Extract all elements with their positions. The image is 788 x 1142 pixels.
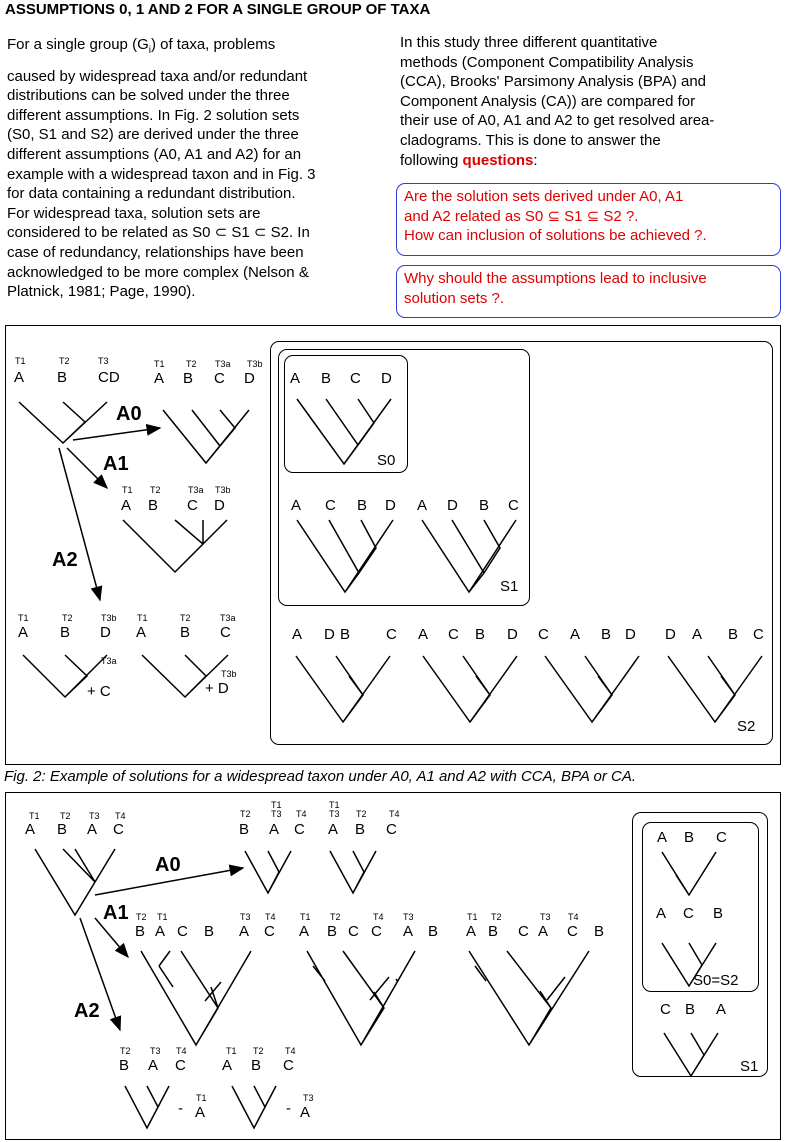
area-term-label: T1	[15, 356, 26, 366]
taxon-label: C	[294, 821, 305, 838]
intro-line: different assumptions. In Fig. 2 solution sets	[7, 106, 300, 124]
area-term-label: T4	[389, 809, 400, 819]
taxon-label: A	[136, 624, 147, 641]
area-term-label: T1	[329, 800, 340, 810]
intro-line: case of redundancy, relationships have been	[7, 243, 304, 261]
taxon-label: C	[538, 626, 549, 643]
area-term-label: T4	[568, 912, 579, 922]
removed-sign: -	[178, 1100, 183, 1117]
taxon-label: D	[214, 497, 225, 514]
question-line: solution sets ?.	[404, 289, 505, 307]
arrow-a1	[67, 448, 107, 488]
taxon-label: B	[357, 497, 368, 514]
taxon-label: B	[251, 1057, 262, 1074]
area-term-label: T1	[271, 800, 282, 810]
taxon-label: CD	[98, 369, 120, 386]
taxon-label: B	[488, 923, 499, 940]
taxon-label: C	[350, 370, 361, 387]
area-term-label: T1	[157, 912, 168, 922]
taxon-label: A	[538, 923, 549, 940]
area-term-label: T4	[285, 1046, 296, 1056]
taxon-label: C	[187, 497, 198, 514]
intro-line: considered to be related as S0 ⊂ S1 ⊂ S2. In	[7, 224, 310, 242]
intro-line: for data containing a redundant distribution.	[7, 185, 296, 203]
taxon-label: A	[692, 626, 703, 643]
taxon-label: C	[386, 821, 397, 838]
area-term-label: T2	[150, 485, 161, 495]
intro-line: Platnick, 1981; Page, 1990).	[7, 283, 196, 301]
figure-2-caption: Fig. 2: Example of solutions for a widespread taxon under A0, A1 and A2 with CCA, BPA or CA.	[4, 768, 636, 785]
taxon-label: A	[418, 626, 429, 643]
taxon-label: B	[57, 821, 68, 838]
taxon-label: B	[479, 497, 490, 514]
taxon-label: A	[417, 497, 428, 514]
area-term-label: T2	[120, 1046, 131, 1056]
question-line: How can inclusion of solutions be achieved ?.	[404, 227, 707, 245]
intro-line: caused by widespread taxa and/or redundant	[7, 67, 308, 85]
intro-line: different assumptions (A0, A1 and A2) for an	[7, 145, 302, 163]
area-term-label: T1	[196, 1093, 207, 1103]
intro-subscript: i	[148, 45, 151, 56]
taxon-label: C	[283, 1057, 294, 1074]
methods-line: cladograms. This is done to answer the	[400, 131, 661, 149]
taxon-label: B	[728, 626, 739, 643]
taxon-label: A	[403, 923, 414, 940]
area-term-label: T2	[60, 811, 71, 821]
area-term-label: T3a	[101, 656, 117, 666]
taxon-label: A	[716, 1001, 727, 1018]
methods-line: following	[400, 151, 463, 169]
taxon-label: A	[657, 829, 668, 846]
taxon-label: B	[135, 923, 146, 940]
taxon-label: A	[466, 923, 477, 940]
taxon-label: C	[508, 497, 519, 514]
assumption-label-a0: A0	[155, 854, 181, 876]
taxon-label: B	[183, 370, 194, 387]
methods-line: Component Analysis (CA)) are compared for	[400, 92, 696, 110]
assumption-arrows	[59, 428, 243, 1030]
intro-line: example with a widespread taxon and in Fig. 3	[7, 165, 316, 183]
area-term-label: T3b	[215, 485, 231, 495]
area-term-label: T3	[89, 811, 100, 821]
taxon-label: A	[222, 1057, 233, 1074]
area-term-label: T3b	[221, 669, 237, 679]
area-term-label: T4	[115, 811, 126, 821]
taxon-label: A	[656, 905, 667, 922]
taxon-label: C	[448, 626, 459, 643]
added-taxon-label: + C	[87, 683, 111, 700]
area-term-label: T2	[491, 912, 502, 922]
intro-line: For a single group (G	[7, 36, 149, 53]
taxon-label: B	[60, 624, 71, 641]
arrow-a2	[59, 448, 100, 600]
area-term-label: T1	[300, 912, 311, 922]
taxon-label: C	[371, 923, 382, 940]
intro-line: (S0, S1 and S2) are derived under the three	[7, 126, 299, 144]
taxon-label: B	[685, 1001, 696, 1018]
taxon-label: D	[381, 370, 392, 387]
taxon-label: A	[299, 923, 310, 940]
area-term-label: T4	[373, 912, 384, 922]
area-term-label: T4	[176, 1046, 187, 1056]
methods-line: their use of A0, A1 and A2 to get resolved area-	[400, 112, 715, 130]
area-term-label: T3	[540, 912, 551, 922]
area-term-label: T3a	[220, 613, 236, 623]
taxon-label: B	[355, 821, 366, 838]
area-term-label: T1	[18, 613, 29, 623]
assumption-label-a1: A1	[103, 902, 129, 924]
area-term-label: T2	[180, 613, 191, 623]
removed-taxon-label: A	[195, 1104, 206, 1121]
taxon-label: A	[25, 821, 36, 838]
taxon-label: B	[428, 923, 439, 940]
taxon-label: B	[321, 370, 332, 387]
taxon-label: B	[601, 626, 612, 643]
taxon-label: C	[264, 923, 275, 940]
taxon-label: B	[57, 369, 68, 386]
area-term-label: T1	[122, 485, 133, 495]
taxon-label: A	[239, 923, 250, 940]
area-term-label: T1	[137, 613, 148, 623]
question-line: Are the solution sets derived under A0, A1	[404, 188, 684, 205]
taxon-label: C	[518, 923, 529, 940]
area-term-label: T3	[303, 1093, 314, 1103]
taxon-label: A	[121, 497, 132, 514]
added-taxon-label: + D	[205, 680, 229, 697]
taxon-label: A	[14, 369, 25, 386]
area-term-label: T1	[154, 359, 165, 369]
intro-line: ) of taxa, problems	[150, 36, 276, 53]
area-term-label: T3b	[101, 613, 117, 623]
area-term-label: T2	[136, 912, 147, 922]
area-term-label: T2	[59, 356, 70, 366]
question-line: Why should the assumptions lead to inclusive	[404, 270, 707, 287]
taxon-label: D	[625, 626, 636, 643]
taxon-label: D	[447, 497, 458, 514]
taxon-label: D	[507, 626, 518, 643]
area-term-label: T1	[29, 811, 40, 821]
intro-line: distributions can be solved under the three	[7, 87, 290, 105]
taxon-label: C	[175, 1057, 186, 1074]
taxon-label: A	[148, 1057, 159, 1074]
taxon-label: B	[713, 905, 724, 922]
taxon-label: C	[386, 626, 397, 643]
taxon-label: B	[180, 624, 191, 641]
s1-label: S1	[500, 578, 519, 595]
area-term-label: T1	[226, 1046, 237, 1056]
intro-line: acknowledged to be more complex (Nelson &	[7, 263, 309, 281]
taxon-label: C	[113, 821, 124, 838]
taxon-label: A	[328, 821, 339, 838]
taxon-label: B	[475, 626, 486, 643]
area-term-label: T4	[296, 809, 307, 819]
taxon-label: D	[665, 626, 676, 643]
s2-label: S2	[737, 718, 756, 735]
taxon-label: B	[148, 497, 159, 514]
taxon-label: C	[177, 923, 188, 940]
taxon-label: C	[348, 923, 359, 940]
intro-line: For widespread taxa, solution sets are	[7, 204, 261, 222]
area-term-label: T3	[403, 912, 414, 922]
s0-label: S0	[377, 452, 396, 469]
area-term-label: T2	[356, 809, 367, 819]
area-term-label: T3a	[188, 485, 204, 495]
taxon-label: B	[340, 626, 351, 643]
questions-highlight: questions	[462, 151, 534, 169]
taxon-label: B	[204, 923, 215, 940]
taxon-label: C	[753, 626, 764, 643]
page-title: ASSUMPTIONS 0, 1 AND 2 FOR A SINGLE GROUP OF TAXA	[5, 1, 431, 18]
area-term-label: T1	[467, 912, 478, 922]
taxon-label: B	[239, 821, 250, 838]
taxon-label: C	[567, 923, 578, 940]
assumption-label-a2: A2	[74, 1000, 100, 1022]
area-term-label: T2	[240, 809, 251, 819]
taxon-label: B	[327, 923, 338, 940]
area-term-label: T2	[253, 1046, 264, 1056]
taxon-label: A	[292, 626, 303, 643]
taxon-label: A	[155, 923, 166, 940]
methods-line: In this study three different quantitative	[400, 34, 658, 51]
assumption-label-a1: A1	[103, 453, 129, 475]
taxon-label: C	[660, 1001, 671, 1018]
arrow-a0	[73, 428, 160, 440]
area-term-label: T3	[98, 356, 109, 366]
area-term-label: T2	[330, 912, 341, 922]
taxon-label: A	[570, 626, 581, 643]
area-term-label: T3a	[215, 359, 231, 369]
removed-taxon-label: A	[300, 1104, 311, 1121]
methods-line: (CCA), Brooks' Parsimony Analysis (BPA) and	[400, 73, 707, 91]
taxon-label: B	[684, 829, 695, 846]
taxon-label: A	[154, 370, 165, 387]
taxon-label: A	[18, 624, 29, 641]
taxon-label: A	[291, 497, 302, 514]
area-term-label: T4	[265, 912, 276, 922]
methods-line: methods (Component Compatibility Analysis	[400, 53, 694, 71]
taxon-label: C	[716, 829, 727, 846]
taxon-label: D	[385, 497, 396, 514]
taxon-label: C	[220, 624, 231, 641]
s0-s2-label: S0=S2	[693, 972, 739, 989]
taxon-label: A	[269, 821, 280, 838]
cladogram-labels	[14, 356, 764, 1121]
assumption-label-a2: A2	[52, 549, 78, 571]
area-term-label: T3b	[247, 359, 263, 369]
area-term-label: T2	[186, 359, 197, 369]
taxon-label: D	[324, 626, 335, 643]
taxon-label: B	[119, 1057, 130, 1074]
question-line: and A2 related as S0 ⊆ S1 ⊆ S2 ?.	[404, 207, 639, 225]
taxon-label: A	[87, 821, 98, 838]
assumption-label-a0: A0	[116, 403, 142, 425]
taxon-label: D	[100, 624, 111, 641]
taxon-label: B	[594, 923, 605, 940]
area-term-label: T3	[271, 809, 282, 819]
removed-sign: -	[286, 1100, 291, 1117]
area-term-label: T3	[240, 912, 251, 922]
area-term-label: T3	[150, 1046, 161, 1056]
taxon-label: C	[214, 370, 225, 387]
methods-line: :	[533, 151, 538, 169]
taxon-label: D	[244, 370, 255, 387]
s1-label: S1	[740, 1058, 759, 1075]
area-term-label: T3	[329, 809, 340, 819]
area-term-label: T2	[62, 613, 73, 623]
taxon-label: A	[290, 370, 301, 387]
taxon-label: C	[325, 497, 336, 514]
taxon-label: C	[683, 905, 694, 922]
